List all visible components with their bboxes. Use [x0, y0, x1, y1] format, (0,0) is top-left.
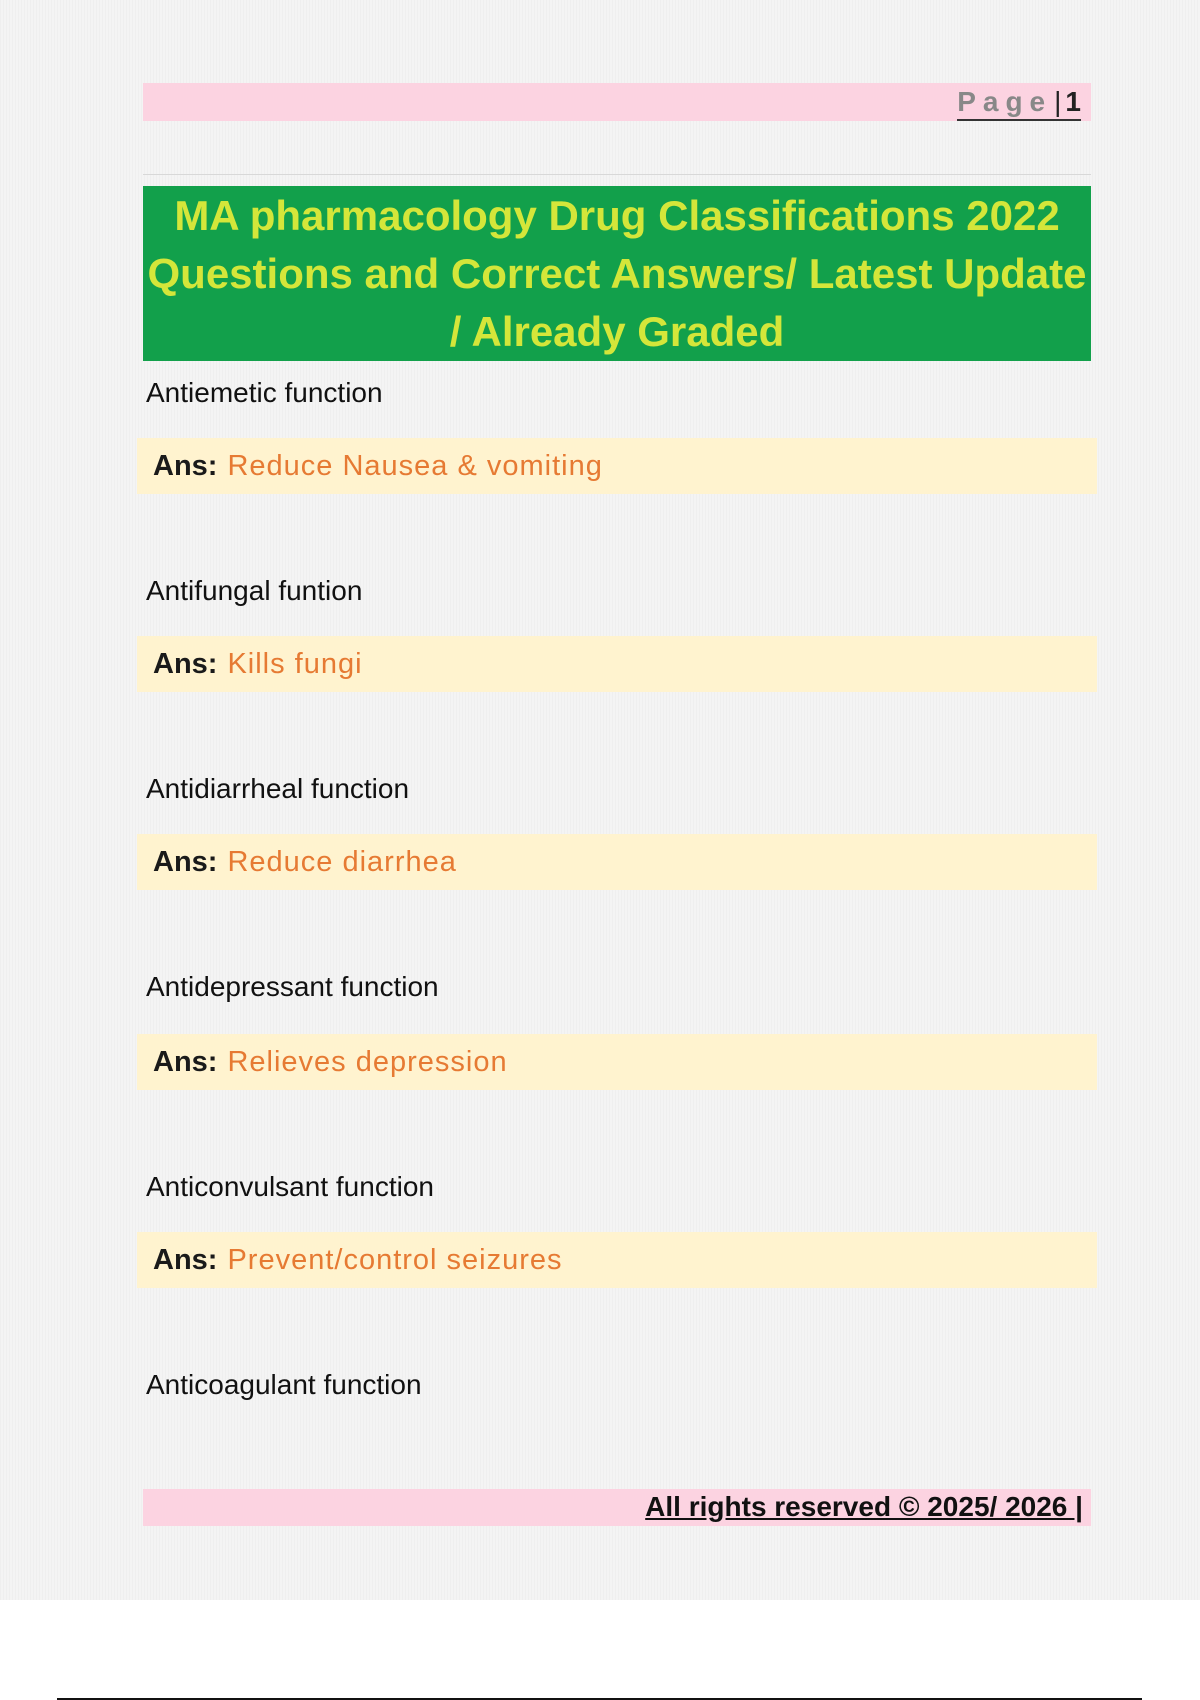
- answer-label: Ans:: [153, 1243, 218, 1276]
- answer-text: Reduce diarrhea: [227, 845, 457, 878]
- answer-box: [137, 636, 1097, 692]
- page-header: [143, 83, 1091, 121]
- answer-box: [137, 438, 1097, 494]
- header-divider: [143, 174, 1091, 175]
- answer-text: Reduce Nausea & vomiting: [227, 449, 603, 482]
- question-text: Antidepressant function: [146, 971, 439, 1002]
- answer-label: Ans:: [153, 647, 218, 680]
- answer-box: [137, 1232, 1097, 1288]
- answer-label: Ans:: [153, 1045, 218, 1078]
- answer-text: Prevent/control seizures: [227, 1243, 563, 1276]
- answer-box: [137, 834, 1097, 890]
- answer-label: Ans:: [153, 845, 218, 878]
- copyright-notice: All rights reserved © 2025/ 2026 |: [645, 1491, 1083, 1522]
- page-number: 1: [1065, 86, 1081, 117]
- question-text: Antifungal funtion: [146, 575, 363, 606]
- answer-text: Kills fungi: [227, 647, 363, 680]
- document-title: MA pharmacology Drug Classifications 2022 Questions and Correct Answers/ Latest Update / Already Graded: [147, 191, 1087, 355]
- question-text: Anticoagulant function: [146, 1369, 422, 1400]
- page-number-indicator: [957, 85, 1081, 121]
- page-footer: [143, 1489, 1091, 1526]
- page-separator: |: [1054, 86, 1062, 117]
- question-text: Anticonvulsant function: [146, 1171, 434, 1202]
- question-text: Antiemetic function: [146, 377, 383, 408]
- answer-text: Relieves depression: [227, 1045, 508, 1078]
- answer-box: [137, 1034, 1097, 1090]
- question-text: Antidiarrheal function: [146, 773, 410, 804]
- title-banner: [143, 186, 1091, 361]
- page-label: Page: [957, 86, 1053, 117]
- answer-label: Ans:: [153, 449, 218, 482]
